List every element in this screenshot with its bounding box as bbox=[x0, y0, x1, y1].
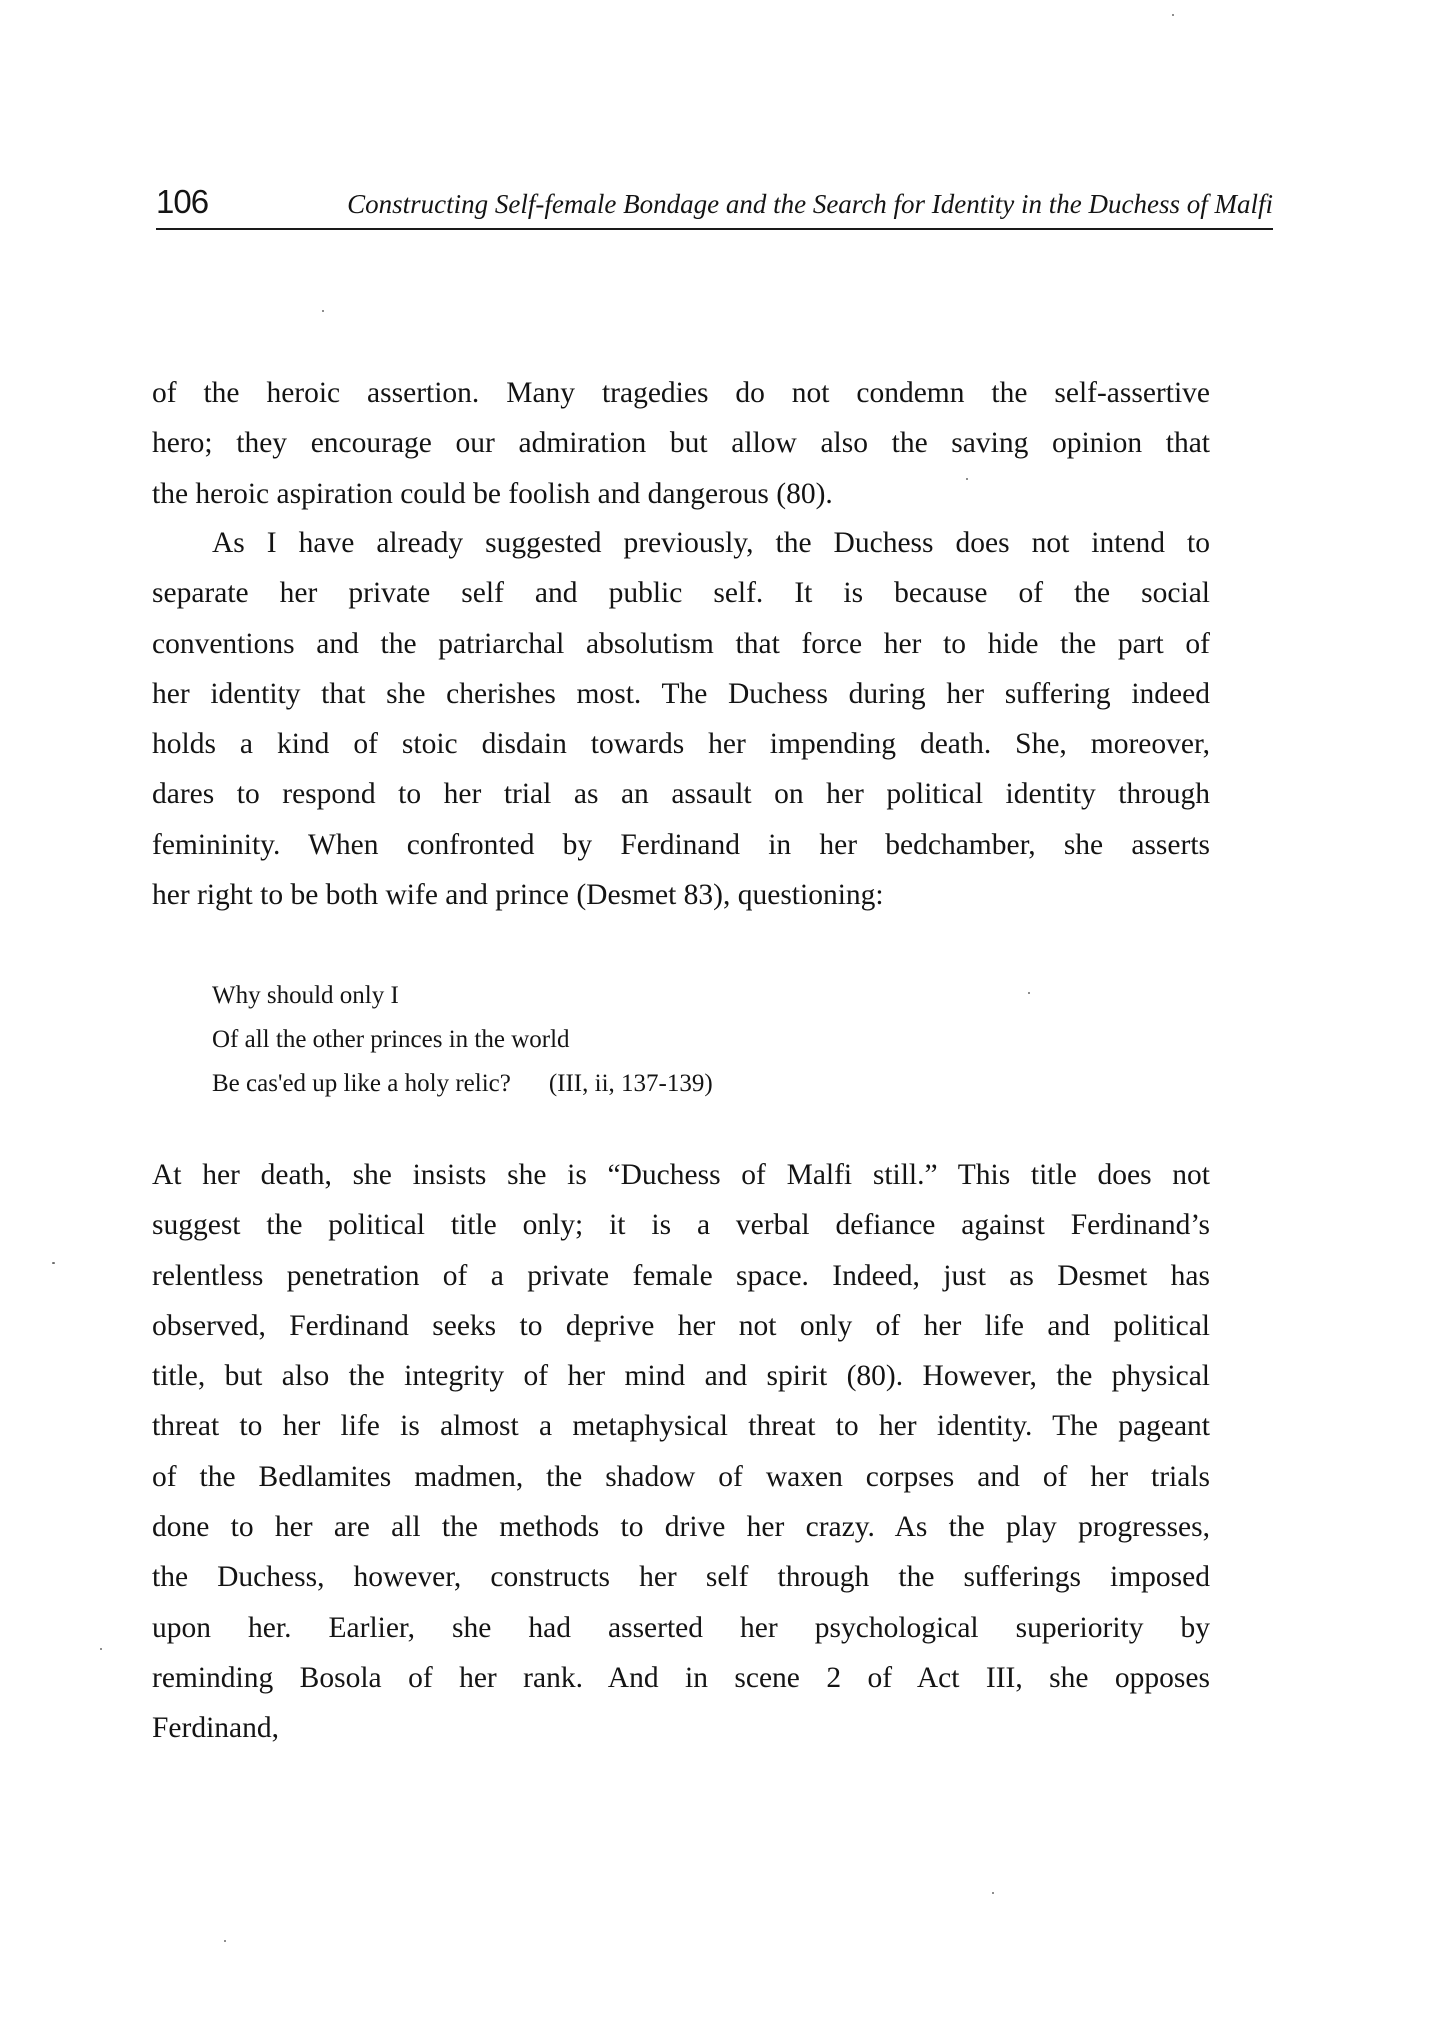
scan-speck bbox=[1028, 992, 1030, 994]
scan-speck bbox=[966, 478, 968, 480]
paragraph-line: femininity. When confronted by Ferdinand in her bedchamber, she asserts bbox=[152, 828, 1210, 861]
paragraph-line: separate her private self and public self. It is because of the social bbox=[152, 577, 1210, 610]
paragraph-line: upon her. Earlier, she had asserted her psychological superiority by bbox=[152, 1611, 1210, 1644]
quote-line: Of all the other princes in the world bbox=[212, 1026, 570, 1053]
paragraph-line: As I have already suggested previously, the Duchess does not intend to bbox=[212, 527, 1210, 559]
scan-speck bbox=[322, 310, 324, 312]
paragraph-line: dares to respond to her trial as an assault on her political identity through bbox=[152, 778, 1210, 811]
paragraph-line: hero; they encourage our admiration but allow also the saving opinion that bbox=[152, 427, 1210, 460]
scan-speck bbox=[224, 1940, 226, 1942]
running-title: Constructing Self-female Bondage and the Search for Identity in the Duchess of Malfi bbox=[347, 189, 1273, 219]
quote-citation: (III, ii, 137-139) bbox=[548, 1070, 713, 1097]
scan-speck bbox=[992, 1892, 994, 1894]
paragraph-line: done to her are all the methods to drive her crazy. As the play progresses, bbox=[152, 1511, 1210, 1544]
paragraph-line: reminding Bosola of her rank. And in scene 2 of Act III, she opposes bbox=[152, 1661, 1210, 1694]
paragraph-line: relentless penetration of a private female space. Indeed, just as Desmet has bbox=[152, 1259, 1210, 1292]
paragraph-line: of the Bedlamites madmen, the shadow of waxen corpses and of her trials bbox=[152, 1460, 1210, 1493]
quote-line-text: Be cas'ed up like a holy relic? bbox=[212, 1070, 511, 1097]
paragraph-line: holds a kind of stoic disdain towards her impending death. She, moreover, bbox=[152, 728, 1210, 761]
paragraph-2 bbox=[152, 518, 1210, 920]
page-number: 106 bbox=[156, 183, 209, 220]
paragraph-line: At her death, she insists she is “Duchess of Malfi still.” This title does not bbox=[152, 1159, 1210, 1191]
paragraph-line: the Duchess, however, constructs her self through the sufferings imposed bbox=[152, 1561, 1210, 1594]
paragraph-line: her right to be both wife and prince (Desmet 83), questioning: bbox=[152, 879, 884, 912]
scan-speck bbox=[100, 1648, 102, 1650]
paragraph-line: conventions and the patriarchal absolutism that force her to hide the part of bbox=[152, 627, 1210, 660]
paragraph-line: her identity that she cherishes most. The Duchess during her suffering indeed bbox=[152, 677, 1210, 710]
paragraph-line: Ferdinand, bbox=[152, 1712, 279, 1745]
paragraph-line: observed, Ferdinand seeks to deprive her not only of her life and political bbox=[152, 1309, 1210, 1342]
paragraph-line: of the heroic assertion. Many tragedies do not condemn the self-assertive bbox=[152, 377, 1210, 409]
paragraph-line: title, but also the integrity of her mind and spirit (80). However, the physical bbox=[152, 1360, 1210, 1393]
quote-line: Why should only I bbox=[212, 982, 399, 1009]
paragraph-line: suggest the political title only; it is a verbal defiance against Ferdinand’s bbox=[152, 1209, 1210, 1242]
paragraph-line: threat to her life is almost a metaphysical threat to her identity. The pageant bbox=[152, 1410, 1210, 1443]
paragraph-1 bbox=[152, 368, 1210, 519]
paragraph-line: the heroic aspiration could be foolish and dangerous (80). bbox=[152, 477, 833, 510]
quote-line bbox=[212, 1062, 713, 1106]
running-header bbox=[156, 180, 1273, 230]
block-quote bbox=[212, 974, 713, 1106]
scan-speck bbox=[52, 1262, 55, 1264]
scan-speck bbox=[1172, 14, 1174, 16]
paragraph-3 bbox=[152, 1150, 1210, 1754]
